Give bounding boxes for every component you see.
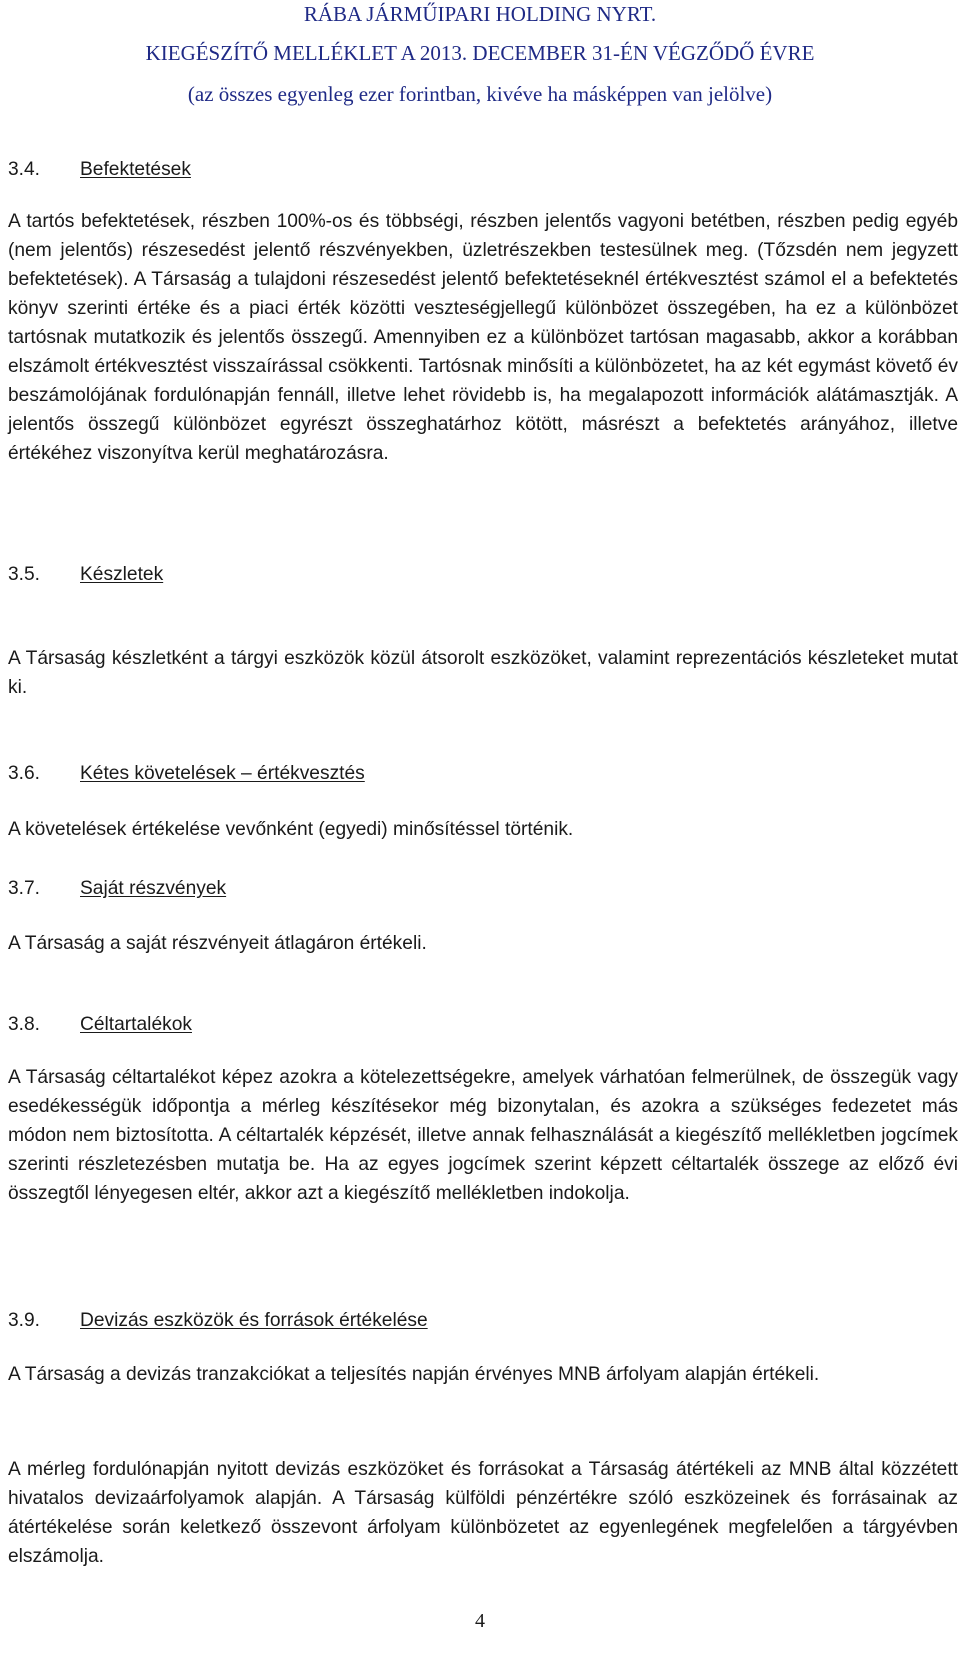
section-number: 3.4. (8, 159, 41, 180)
currency-note: (az összes egyenleg ezer forintban, kivéve ha másképpen van jelölve) (187, 82, 773, 106)
paragraph-sajat-reszvenyek: A Társaság a saját részvényeit átlagáron értékeli. (8, 933, 427, 954)
section-title: Készletek (80, 564, 164, 585)
paragraph-keszletek: A Társaság készletként a tárgyi eszközök közül átsorolt eszközöket, valamint reprezentációs készleteket mutat ki. (8, 648, 958, 698)
paragraph-celtartalekok: A Társaság céltartalékot képez azokra a kötelezettségekre, amelyek várhatóan felmerülnek, de összegük vagy esedékességük időpontja a mérleg készítésekor még bizonytalan, és azokra a szükséges fedezetet más módon nem biztosította. A céltartalék képzését, illetve annak felhasználását a kiegészítő mellékletben jogcímek szerinti részletezésben mutatja be. Ha az egyes jogcímek szerint képzett céltartalék összege az előző évi összegtől lényegesen eltér, akkor azt a kiegészítő mellékletben indokolja. (8, 1067, 958, 1204)
section-title: Devizás eszközök és források értékelése (80, 1310, 428, 1331)
section-heading-3-6 (8, 762, 365, 786)
section-heading-3-9 (8, 1309, 428, 1333)
paragraph-devizas-1: A Társaság a devizás tranzakciókat a teljesítés napján érvényes MNB árfolyam alapján értékeli. (8, 1364, 820, 1385)
section-number: 3.9. (8, 1310, 41, 1331)
paragraph-ketes-kovetelesek: A követelések értékelése vevőnként (egyedi) minősítéssel történik. (8, 819, 574, 840)
section-heading-3-7 (8, 877, 226, 901)
paragraph-devizas-2: A mérleg fordulónapján nyitott devizás eszközöket és forrásokat a Társaság átértékeli az MNB által közzétett hivatalos devizaárfolyamok alapján. A Társaság külföldi pénzértékre szóló eszközeinek és forrásainak az átértékelése során keletkező összevont árfolyam különbözetet az egyenlegének megfelelően a tárgyévben elszámolja. (8, 1459, 958, 1567)
section-title: Kétes követelések – értékvesztés (80, 763, 365, 784)
section-title: Saját részvények (80, 878, 227, 899)
paragraph-befektetesek: A tartós befektetések, részben 100%-os és többségi, részben jelentős vagyoni betétben, részben pedig egyéb (nem jelentős) részesedést jelentő részvényekben, üzletrészekben testesülnek meg. (Tőzsdén nem jegyzett befektetések). A Társaság a tulajdoni részesedést jelentő befektetéseknél értékvesztést számol el a befektetés könyv szerinti értéke és a piaci érték közötti veszteségjellegű különbözet összegében, ha ez a különbözet tartósnak mutatkozik és jelentős összegű. Amennyiben ez a különbözet tartósan magasabb, akkor a korábban elszámolt értékvesztést visszaírással csökkenti. Tartósnak minősíti a különbözetet, ha az két egymást követő év beszámolójának fordulónapján fennáll, illetve lehet rövidebb is, ha megalapozott információk alátámasztják. A jelentős összegű különbözet egyrészt összeghatárhoz kötött, másrészt a befektetés arányához, illetve értékéhez viszonyítva kerül meghatározásra. (8, 211, 958, 464)
section-heading-3-5 (8, 563, 163, 587)
page-number: 4 (475, 1610, 485, 1632)
section-number: 3.8. (8, 1014, 41, 1035)
section-heading-3-4 (8, 158, 191, 182)
section-heading-3-8 (8, 1013, 192, 1037)
section-number: 3.6. (8, 763, 41, 784)
section-title: Befektetések (80, 159, 191, 180)
section-number: 3.7. (8, 878, 41, 899)
section-number: 3.5. (8, 564, 41, 585)
company-name: RÁBA JÁRMŰIPARI HOLDING NYRT. (303, 2, 657, 26)
section-title: Céltartalékok (80, 1014, 192, 1035)
document-title: KIEGÉSZÍTŐ MELLÉKLET A 2013. DECEMBER 31-ÉN VÉGZŐDŐ ÉVRE (145, 41, 815, 65)
